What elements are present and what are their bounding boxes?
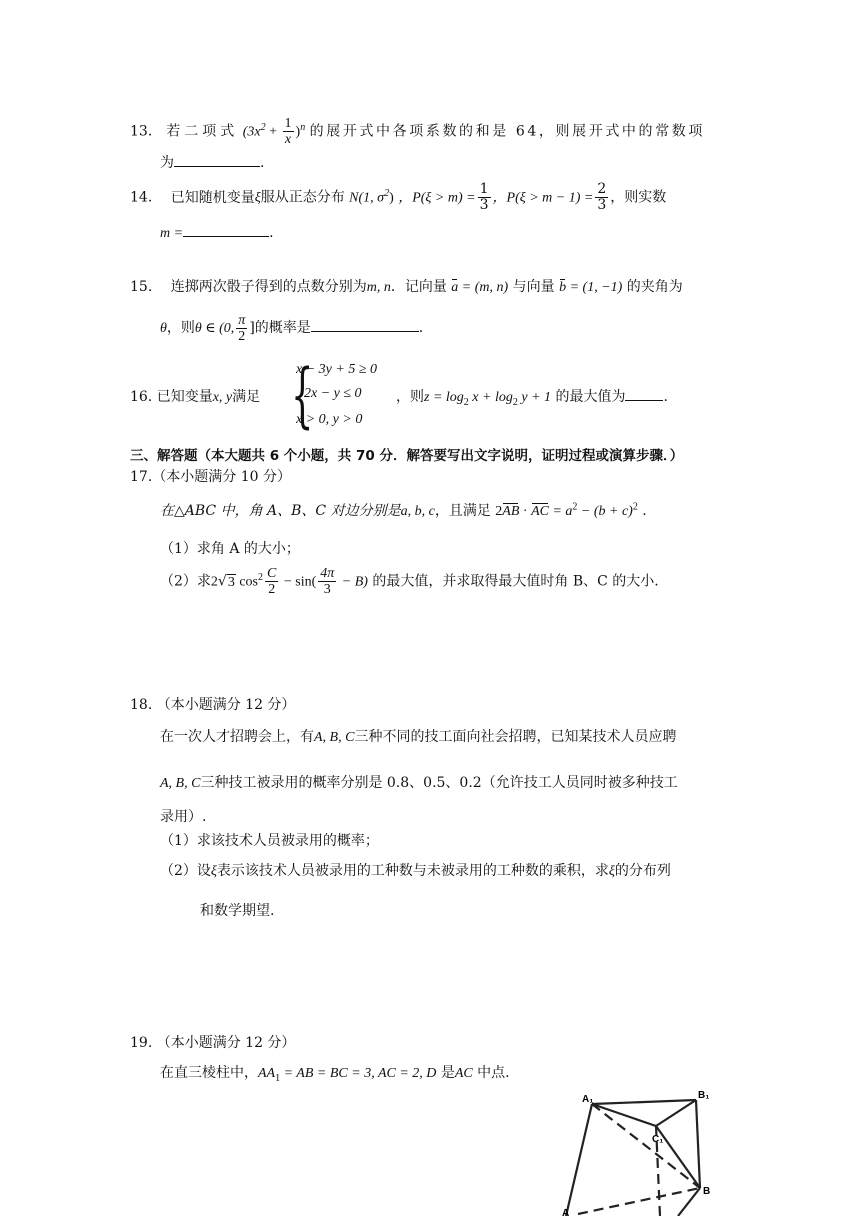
q14-text-3: ，则实数 <box>610 189 667 206</box>
q18-part-2-cont: 和数学期望. <box>200 903 275 919</box>
q16-text-2: 满足 <box>232 389 261 405</box>
label-b1: B₁ <box>698 1090 710 1101</box>
q16-z-2: x + log <box>468 390 513 405</box>
q15-text-2: ．记向量 <box>390 279 447 295</box>
q18-line-1 <box>160 726 676 746</box>
q14-frac-1 <box>478 182 491 213</box>
q13-expr-n: n <box>300 122 306 133</box>
q14-text-2: 服从正态分布 <box>260 189 345 206</box>
q18-line-2 <box>160 772 678 792</box>
q17-p2-lead: （2）求 <box>160 573 211 590</box>
q19-stem <box>160 1062 510 1084</box>
q19-text-3: 中点. <box>472 1065 510 1081</box>
q17-c-num: C <box>267 566 277 582</box>
q18-xi: ξ <box>210 864 217 879</box>
q14-end: . <box>269 225 274 241</box>
q17-cos: cos <box>235 574 259 590</box>
q16-label <box>130 386 260 406</box>
label-b: B <box>703 1186 711 1197</box>
q15-vector-b: b <box>559 280 567 295</box>
q19-sub-1: 1 <box>275 1072 281 1084</box>
q15-text-6: 的概率是 <box>254 320 311 336</box>
q13-expr-plus: + <box>265 124 281 140</box>
q17-part-2 <box>160 560 659 596</box>
q17-two: 2 <box>495 504 503 519</box>
q16-constraint-3: x > 0, y > 0 <box>296 412 363 427</box>
q17-rhs-3: − (b + c) <box>577 504 633 519</box>
q13-fraction <box>283 116 294 147</box>
q13-answer-blank <box>174 152 260 167</box>
q15-vector-a: a <box>451 280 459 295</box>
edge-b1-b <box>696 1100 700 1188</box>
edge-a1-c1 <box>592 1104 656 1126</box>
q19-text-2: 是 <box>436 1065 455 1081</box>
q17-sqrt-sign: √ <box>217 573 227 590</box>
q13-frac-num: 1 <box>284 116 292 132</box>
q15-text-4: 的夹角为 <box>622 279 683 295</box>
q15-pi-num: π <box>238 312 246 328</box>
q17-text-1: 在△ABC 中，角 A、B、C 对边分别是 <box>160 503 401 519</box>
q17-rhs-sq2: 2 <box>632 501 638 513</box>
q19-eq: AA <box>258 1066 276 1081</box>
q17-vector-ac: AC <box>531 504 549 519</box>
q18-abc-2: A, B, C <box>160 776 201 791</box>
q17-text-2: ，且满足 <box>434 503 491 519</box>
label-a: A <box>562 1208 570 1216</box>
q14-text-1: 已知随机变量 <box>170 189 255 206</box>
q18-text-3: 三种技工被录用的概率分别是 0.8、0.5、0.2（允许技工人员同时被多种技工 <box>200 775 678 791</box>
q17-frac-c <box>265 566 278 597</box>
q15-text-3: 与向量 <box>508 279 555 295</box>
q17-cos-sq: 2 <box>258 572 264 583</box>
q17-sin: − sin( <box>280 574 317 590</box>
edge-a1-b <box>592 1104 700 1188</box>
q17-stem <box>160 500 647 520</box>
q14-p1: ，P(ξ > m) = <box>398 190 476 206</box>
q18-heading: 18. （本小题满分 12 分） <box>130 697 296 713</box>
q18-p2-lead: （2）设 <box>160 863 211 879</box>
q14-p2: ，P(ξ > m − 1) = <box>492 190 594 206</box>
q17-pi-num: 4π <box>320 566 335 582</box>
question-13 <box>130 110 705 146</box>
q17-abc: a, b, c <box>400 504 435 519</box>
q17-p2-tail: 的最大值，并求取得最大值时角 B、C 的大小. <box>367 573 659 590</box>
q15-b-value: = (1, −1) <box>566 280 623 295</box>
q17-coef: 2 <box>210 574 218 590</box>
q15-line-2 <box>160 310 423 346</box>
q16-sub-1: 2 <box>463 396 469 408</box>
q17-rhs: = a <box>548 504 573 519</box>
q14-normal: N(1, σ <box>349 190 385 206</box>
edge-c1-b1 <box>656 1100 696 1126</box>
q13-number: 13． <box>130 123 162 140</box>
q14-xi: ξ <box>254 190 261 206</box>
q17-sqrt-3: 3 <box>227 574 235 590</box>
q18-part-2 <box>160 860 671 880</box>
q17-rhs-sq1: 2 <box>572 501 578 513</box>
q17-dot: · <box>519 504 532 519</box>
q18-p2-tail: 的分布列 <box>614 863 671 879</box>
q13-expr-open: (3x <box>242 124 261 140</box>
q16-z-3: y + 1 <box>517 390 552 405</box>
q15-answer-blank <box>311 317 419 332</box>
q15-theta-in: θ ∈ (0, <box>194 321 235 336</box>
q14-frac-2 <box>595 182 608 213</box>
q14-f1-num: 1 <box>479 181 489 198</box>
q13-expr-close: ) <box>295 124 301 140</box>
q16-z: z = log <box>424 390 464 405</box>
q15-number: 15. <box>130 279 153 295</box>
q19-text-1: 在直三棱柱中， <box>160 1065 258 1081</box>
q14-f2-den: 3 <box>597 197 607 214</box>
label-a1: A₁ <box>582 1094 594 1105</box>
q18-part-1: （1）求该技术人员被录用的概率； <box>160 833 379 849</box>
q15-a-value: = (m, n) <box>458 280 509 295</box>
q15-end: . <box>418 320 424 336</box>
q13-frac-den: x <box>284 132 292 148</box>
q17-vector-ab: AB <box>502 504 520 519</box>
q17-part-1: （1）求角 A 的大小； <box>160 541 300 557</box>
q16-objective <box>386 386 668 408</box>
q19-ac: AC <box>454 1066 473 1081</box>
q16-constraint-2: 2x − y ≤ 0 <box>304 386 362 401</box>
label-c1: C₁ <box>652 1134 664 1145</box>
question-15 <box>130 276 683 296</box>
q15-text-1: 连掷两次骰子得到的点数分别为 <box>170 279 367 295</box>
q15-text-5: ，则 <box>166 320 195 336</box>
q17-end: . <box>637 503 647 519</box>
q14-f2-num: 2 <box>597 181 607 198</box>
q13-text-2: 的展开式中各项系数的和是 64，则展开式中的常数项 <box>309 123 705 140</box>
q18-abc: A, B, C <box>314 730 355 745</box>
q18-text-1: 在一次人才招聘会上，有 <box>160 729 314 745</box>
q19-eq-2: = AB = BC = 3, AC = 2, D <box>280 1066 437 1081</box>
q16-xy: x, y <box>212 390 233 405</box>
q14-close: ) <box>389 190 394 206</box>
q16-text-3: ，则 <box>396 389 424 405</box>
q16-constraint-1: x − 3y + 5 ≥ 0 <box>296 362 378 377</box>
question-14 <box>130 176 666 212</box>
edge-a1-a <box>566 1104 592 1216</box>
q13-text-3: 为 <box>160 155 174 171</box>
q16-text-1: 已知变量 <box>156 389 213 405</box>
q16-end: . <box>663 389 668 405</box>
q17-minus-b: − B) <box>338 574 368 590</box>
q14-sq: 2 <box>384 188 390 199</box>
q16-sub-2: 2 <box>512 396 518 408</box>
q14-line-2 <box>160 222 274 242</box>
q14-f1-den: 3 <box>479 197 489 214</box>
q17-pi-den: 3 <box>323 582 331 598</box>
q15-pi-den: 2 <box>238 328 246 344</box>
q15-theta: θ <box>160 321 167 336</box>
q14-number: 14. <box>130 189 153 206</box>
q14-m-eq: m = <box>160 226 184 241</box>
q16-answer-blank <box>625 386 663 401</box>
q15-mn: m, n <box>366 280 391 295</box>
q16-number: 16. <box>130 389 153 405</box>
q16-text-4: 的最大值为 <box>551 389 626 405</box>
q15-bracket: ] <box>249 320 255 336</box>
section-3-heading: 三、解答题（本大题共 6 个小题，共 70 分．解答要写出文字说明，证明过程或演算步骤．） <box>130 448 684 464</box>
q13-text-1: 若二项式 <box>166 123 239 140</box>
q17-frac-pi <box>318 566 336 597</box>
q14-answer-blank <box>183 222 269 237</box>
q13-expr-sq: 2 <box>260 122 266 133</box>
q18-text-2: 三种不同的技工面向社会招聘，已知某技术人员应聘 <box>354 729 677 745</box>
q13-text-4: . <box>260 155 265 171</box>
q16-brace: { <box>291 354 314 436</box>
q18-xi-2: ξ <box>608 864 615 879</box>
q13-line-2 <box>160 152 264 172</box>
q17-heading: 17.（本小题满分 10 分） <box>130 469 291 485</box>
q15-pi-frac <box>236 313 247 344</box>
q19-heading: 19. （本小题满分 12 分） <box>130 1035 296 1051</box>
q17-c-den: 2 <box>268 582 276 598</box>
q18-line-3: 录用）. <box>160 809 207 825</box>
q18-p2-mid: 表示该技术人员被录用的工种数与未被录用的工种数的乘积，求 <box>216 863 609 879</box>
q19-prism-figure <box>560 1090 760 1216</box>
edge-a1-b1 <box>592 1100 696 1104</box>
